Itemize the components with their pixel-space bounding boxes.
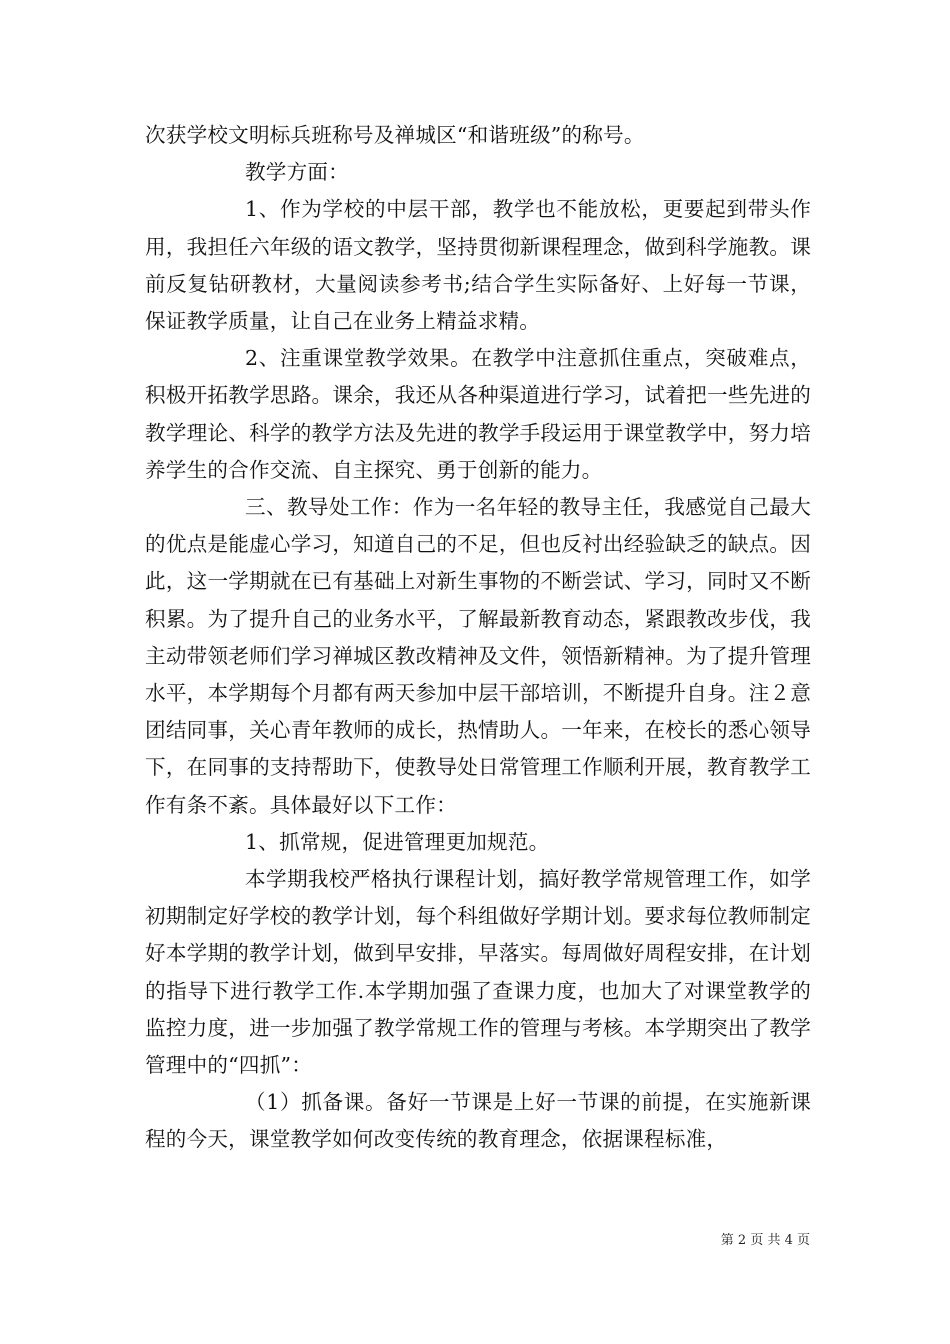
- paragraph-1: 次获学校文明标兵班称号及禅城区“和谐班级”的称号。: [145, 123, 645, 147]
- paragraph-5: 三、教导处工作：作为一名年轻的教导主任，我感觉自己最大的优点是能虚心学习，知道自己的不足，但也反衬出经验缺乏的缺点。因此，这一学期就在已有基础上对新生事物的不断尝试、学习，同时又不断积累。为了提升自己的业务水平，了解最新教育动态，紧跟教改步伐，我主动带领老师们学习禅城区教改精神及文件，领悟新精神。为了提升管理水平，本学期每个月都有两天参加中层干部培训，不断提升自身。注２意团结同事，关心青年教师的成长，热情助人。一年来，在校长的悉心领导下，在同事的支持帮助下，使教导处日常管理工作顺利开展，教育教学工作有条不紊。具体最好以下工作：: [145, 495, 811, 817]
- paragraph-8: （1）抓备课。备好一节课是上好一节课的前提，在实施新课程的今天，课堂教学如何改变传统的教育理念，依据课程标准，: [145, 1090, 811, 1152]
- paragraph-7: 本学期我校严格执行课程计划，搞好教学常规管理工作，如学初期制定好学校的教学计划，每个科组做好学期计划。要求每位教师制定好本学期的教学计划，做到早安排，早落实。每周做好周程安排，在计划的指导下进行教学工作.本学期加强了查课力度，也加大了对课堂教学的监控力度，进一步加强了教学常规工作的管理与考核。本学期突出了教学管理中的“四抓”：: [145, 867, 811, 1078]
- paragraph-4: 2、注重课堂教学效果。在教学中注意抓住重点，突破难点，积极开拓教学思路。课余，我还从各种渠道进行学习，试着把一些先进的教学理论、科学的教学方法及先进的教学手段运用于课堂教学中，努力培养学生的合作交流、自主探究、勇于创新的能力。: [145, 346, 811, 482]
- document-body: [145, 117, 811, 1159]
- paragraph-3: 1、作为学校的中层干部，教学也不能放松，更要起到带头作用，我担任六年级的语文教学，坚持贯彻新课程理念，做到科学施教。课前反复钻研教材，大量阅读参考书;结合学生实际备好、上好每一节课，保证教学质量，让自己在业务上精益求精。: [145, 197, 811, 334]
- page-number-footer: 第 2 页 共 4 页: [720, 1233, 810, 1248]
- paragraph-2: 教学方面：: [245, 160, 349, 185]
- paragraph-6: 1、抓常规，促进管理更加规范。: [245, 829, 550, 854]
